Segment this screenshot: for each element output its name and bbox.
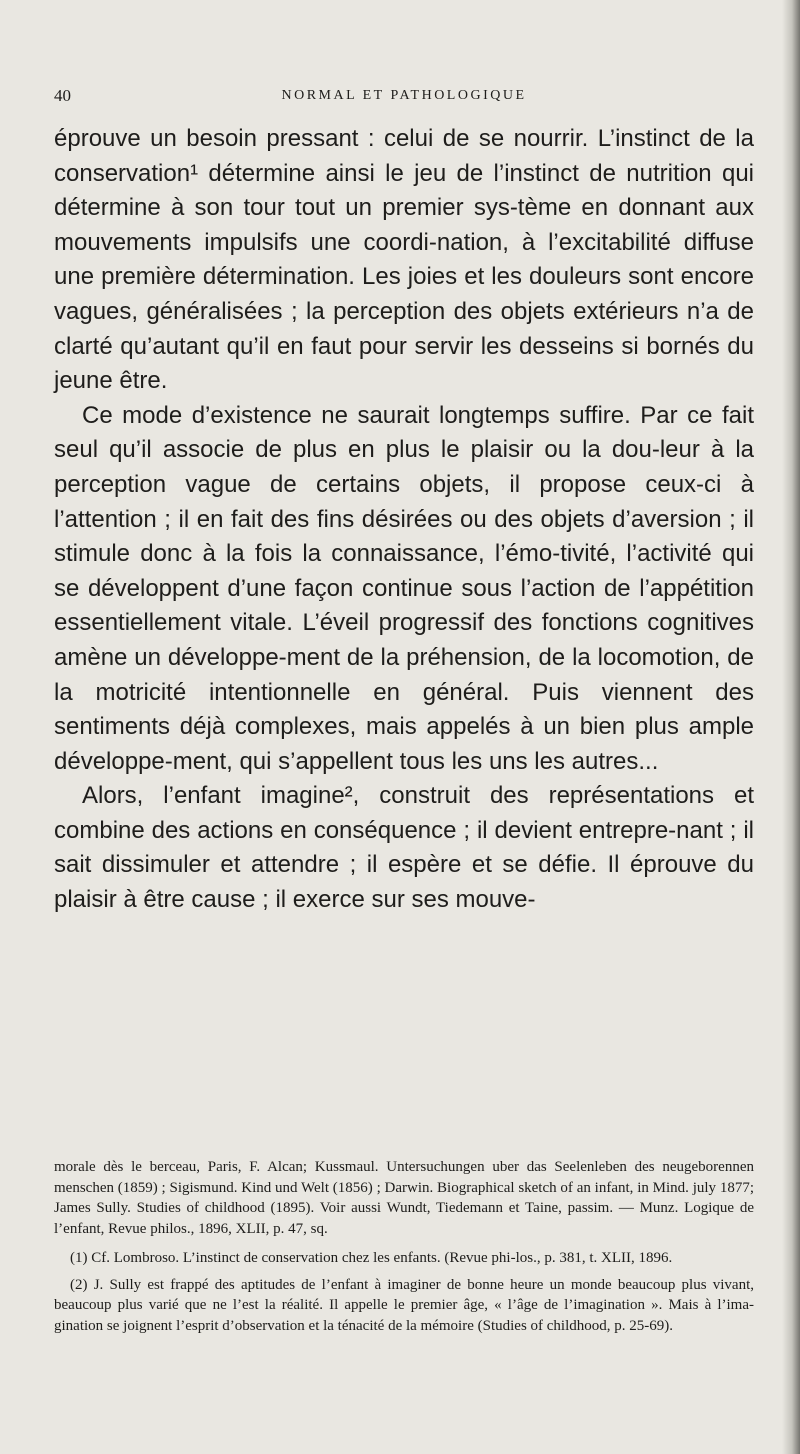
footnote-continuation: morale dès le berceau, Paris, F. Alcan; Kussmaul. Untersuchungen uber das Seelenleben des neugeborennen menschen (1859) ; Sigismund. Kind und Welt (1856) ; Darwin. Biographical sketch of an infant, in Mind. july 1877; James Sully. Studies of childhood (1895). Voir aussi Wundt, Tiedemann et Taine, passim. — Munz. Logique de l’enfant, Revue philos., 1896, XLII, p. 47, sq. [54,1159,754,1237]
page-edge-shadow [782,0,800,1454]
page-number: 40 [54,86,71,105]
running-title: NORMAL ET PATHOLOGIQUE [281,88,527,103]
paragraph: Alors, l’enfant imagine², construit des représentations et combine des actions en conséquence ; il devient entrepre-nant ; il sait dissimuler et attendre ; il espère et se défie. Il éprouve du plaisir à être cause ; il exerce sur ses mouve- [54,782,754,914]
footnotes [54,1157,754,1342]
main-text [54,122,754,918]
page-header [54,86,754,108]
footnote: (1) Cf. Lombroso. L’instinct de conservation chez les enfants. (Revue phi-los., p. 381, t. XLII, 1896. [70,1250,673,1266]
footnote: (2) J. Sully est frappé des aptitudes de l’enfant à imaginer de bonne heure un monde beaucoup plus vivant, beaucoup plus varié que ne l’est la réalité. Il appelle le premier âge, « l’âge de l’imagination ». Mais à l’ima-gination se joignent l’esprit d’observation et la ténacité de la mémoire (Studies of childhood, p. 25-69). [54,1276,754,1334]
paragraph: éprouve un besoin pressant : celui de se nourrir. L’instinct de la conservation¹ détermine ainsi le jeu de l’instinct de nutrition qui détermine à son tour tout un premier sys-tème en donnant aux mouvements impulsifs une coordi-nation, à l’excitabilité diffuse une première détermination. Les joies et les douleurs sont encore vagues, généralisées ; la perception des objets extérieurs n’a de clarté qu’autant qu’il en faut pour servir les desseins si bornés du jeune être. [54,125,754,395]
paragraph: Ce mode d’existence ne saurait longtemps suffire. Par ce fait seul qu’il associe de plus en plus le plaisir ou la dou-leur à la perception vague de certains objets, il propose ceux-ci à l’attention ; il en fait des fins désirées ou des objets d’aversion ; il stimule donc à la fois la connaissance, l’émo-tivité, l’activité qui se développent d’une façon continue sous l’action de l’appétition essentiellement vitale. L’éveil progressif des fonctions cognitives amène un développe-ment de la préhension, de la locomotion, de la motricité intentionnelle en général. Puis viennent des sentiments déjà complexes, mais appelés à un bien plus ample développe-ment, qui s’appellent tous les uns les autres... [54,401,754,775]
